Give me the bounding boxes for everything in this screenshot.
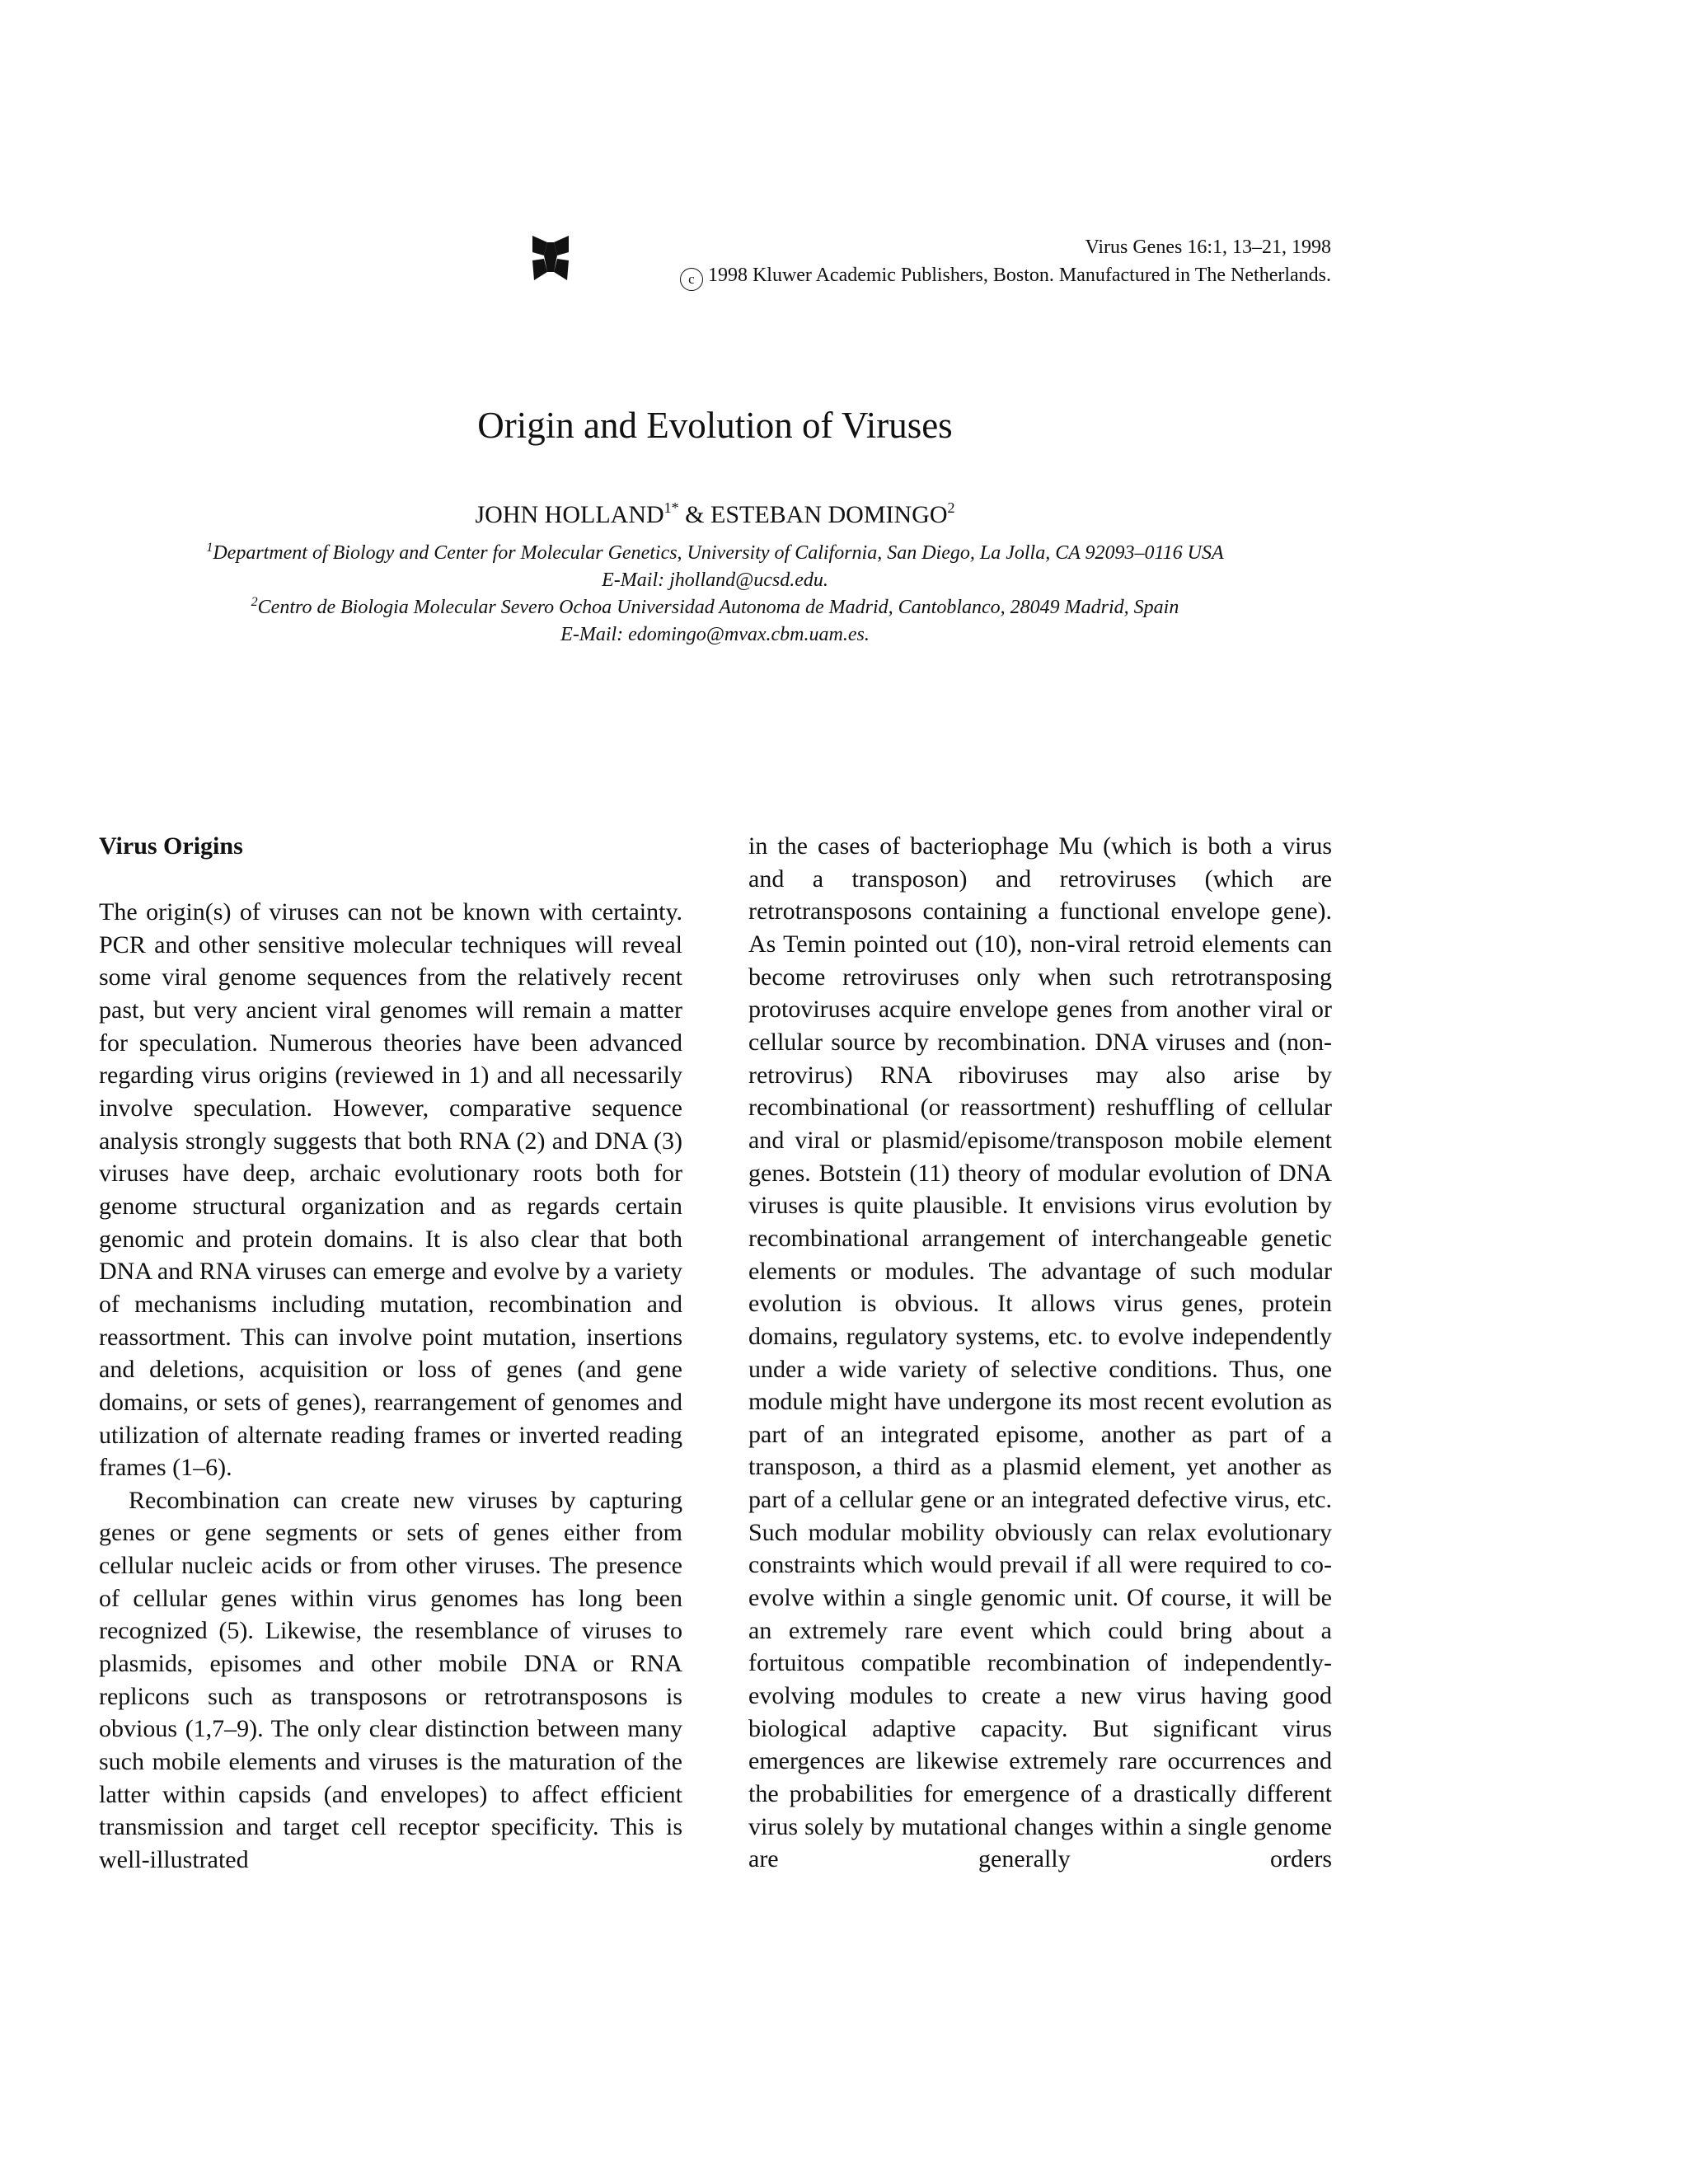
body-paragraph: The origin(s) of viruses can not be known with certainty. PCR and other sensitive molecular techniques will reveal some viral genome sequences from the relatively recent past, but very ancient viral genomes will remain a matter for speculation. Numerous theories have been advanced regarding virus origins (reviewed in 1) and all necessarily involve speculation. However, comparative sequence analysis strongly suggests that both RNA (2) and DNA (3) viruses have deep, archaic evolutionary roots both for genome structural organization and as regards certain genomic and protein domains. It is also clear that both DNA and RNA viruses can emerge and evolve by a variety of mechanisms including mutation, recombination and reassortment. This can involve point mutation, insertions and deletions, acquisition or loss of genes (and gene domains, or sets of genes), rearrangement of genomes and utilization of alternate reading frames or inverted reading frames (1–6). — [99, 898, 682, 1482]
article-title: Origin and Evolution of Viruses — [477, 405, 953, 446]
affiliation — [0, 540, 1430, 567]
author-mark: 1* — [663, 499, 679, 516]
journal-citation — [680, 233, 1331, 291]
affiliation-email: E-Mail: jholland@ucsd.edu. — [602, 569, 828, 591]
journal-line: Virus Genes 16:1, 13–21, 1998 — [1085, 237, 1331, 258]
affiliation-text: Centro de Biologia Molecular Severo Ochoa Universidad Autonoma de Madrid, Cantoblanco, 28049 Madrid, Spain — [257, 597, 1179, 618]
body-paragraph: in the cases of bacteriophage Mu (which is both a virus and a transposon) and retroviruses (which are retrotransposons containing a functional envelope gene). As Temin pointed out (10), non-viral retroid elements can become retroviruses only when such retrotransposing protoviruses acquire envelope genes from another viral or cellular source by recombination. DNA viruses and (non-retrovirus) RNA riboviruses may also arise by recombinational (or reassortment) reshuffling of cellular and viral or plasmid/episome/transposon mobile element genes. Botstein (11) theory of modular evolution of DNA viruses is quite plausible. It envisions virus evolution by recombinational arrangement of interchangeable genetic elements or modules. The advantage of such modular evolution is obvious. It allows virus genes, protein domains, regulatory systems, etc. to evolve independently under a wide variety of selective conditions. Thus, one module might have undergone its most recent evolution as part of an integrated episome, another as part of a transposon, a third as a plasmid element, yet another as part of a cellular gene or an integrated defective virus, etc. Such modular mobility obviously can relax evolutionary constraints which would prevail if all were required to co-evolve within a single genomic unit. Of course, it will be an extremely rare event which could bring about a fortuitous compatible recombination of independently-evolving modules to create a new virus having good biological adaptive capacity. But significant virus emergences are likewise extremely rare occurrences and the probabilities for emergence of a drastically different virus solely by mutational changes within a single genome are generally orders — [748, 832, 1332, 1873]
affiliation-text: Department of Biology and Center for Molecular Genetics, University of California, San Diego, La Jolla, CA 92093–0116 USA — [213, 542, 1224, 564]
body-column-right — [748, 830, 1332, 1876]
affiliation — [0, 594, 1430, 621]
body-paragraph: Recombination can create new viruses by capturing genes or gene segments or sets of genes either from cellular nucleic acids or from other viruses. The presence of cellular genes within virus genomes has long been recognized (5). Likewise, the resemblance of viruses to plasmids, episomes and other mobile DNA or RNA replicons such as transposons or retrotransposons is obvious (1,7–9). The only clear distinction between many such mobile elements and viruses is the maturation of the latter within capsids (and envelopes) to affect efficient transmission and target cell receptor specificity. This is well-illustrated — [99, 1486, 682, 1874]
author-mark: 2 — [947, 499, 955, 516]
publisher-text: 1998 Kluwer Academic Publishers, Boston. Manufactured in The Netherlands. — [707, 265, 1331, 286]
affiliation-email: E-Mail: edomingo@mvax.cbm.uam.es. — [560, 624, 870, 645]
author-name: JOHN HOLLAND — [475, 501, 664, 528]
section-heading: Virus Origins — [99, 832, 243, 860]
author-name: ESTEBAN DOMINGO — [710, 501, 948, 528]
affiliation-mark: 2 — [251, 595, 258, 609]
publisher-line — [680, 261, 1331, 291]
author-separator: & — [678, 501, 710, 528]
publisher-logo-icon — [526, 231, 575, 284]
copyright-icon: c — [680, 268, 703, 291]
affiliation-mark: 1 — [206, 541, 213, 555]
body-column-left — [99, 830, 682, 1877]
author-line — [0, 499, 1430, 532]
